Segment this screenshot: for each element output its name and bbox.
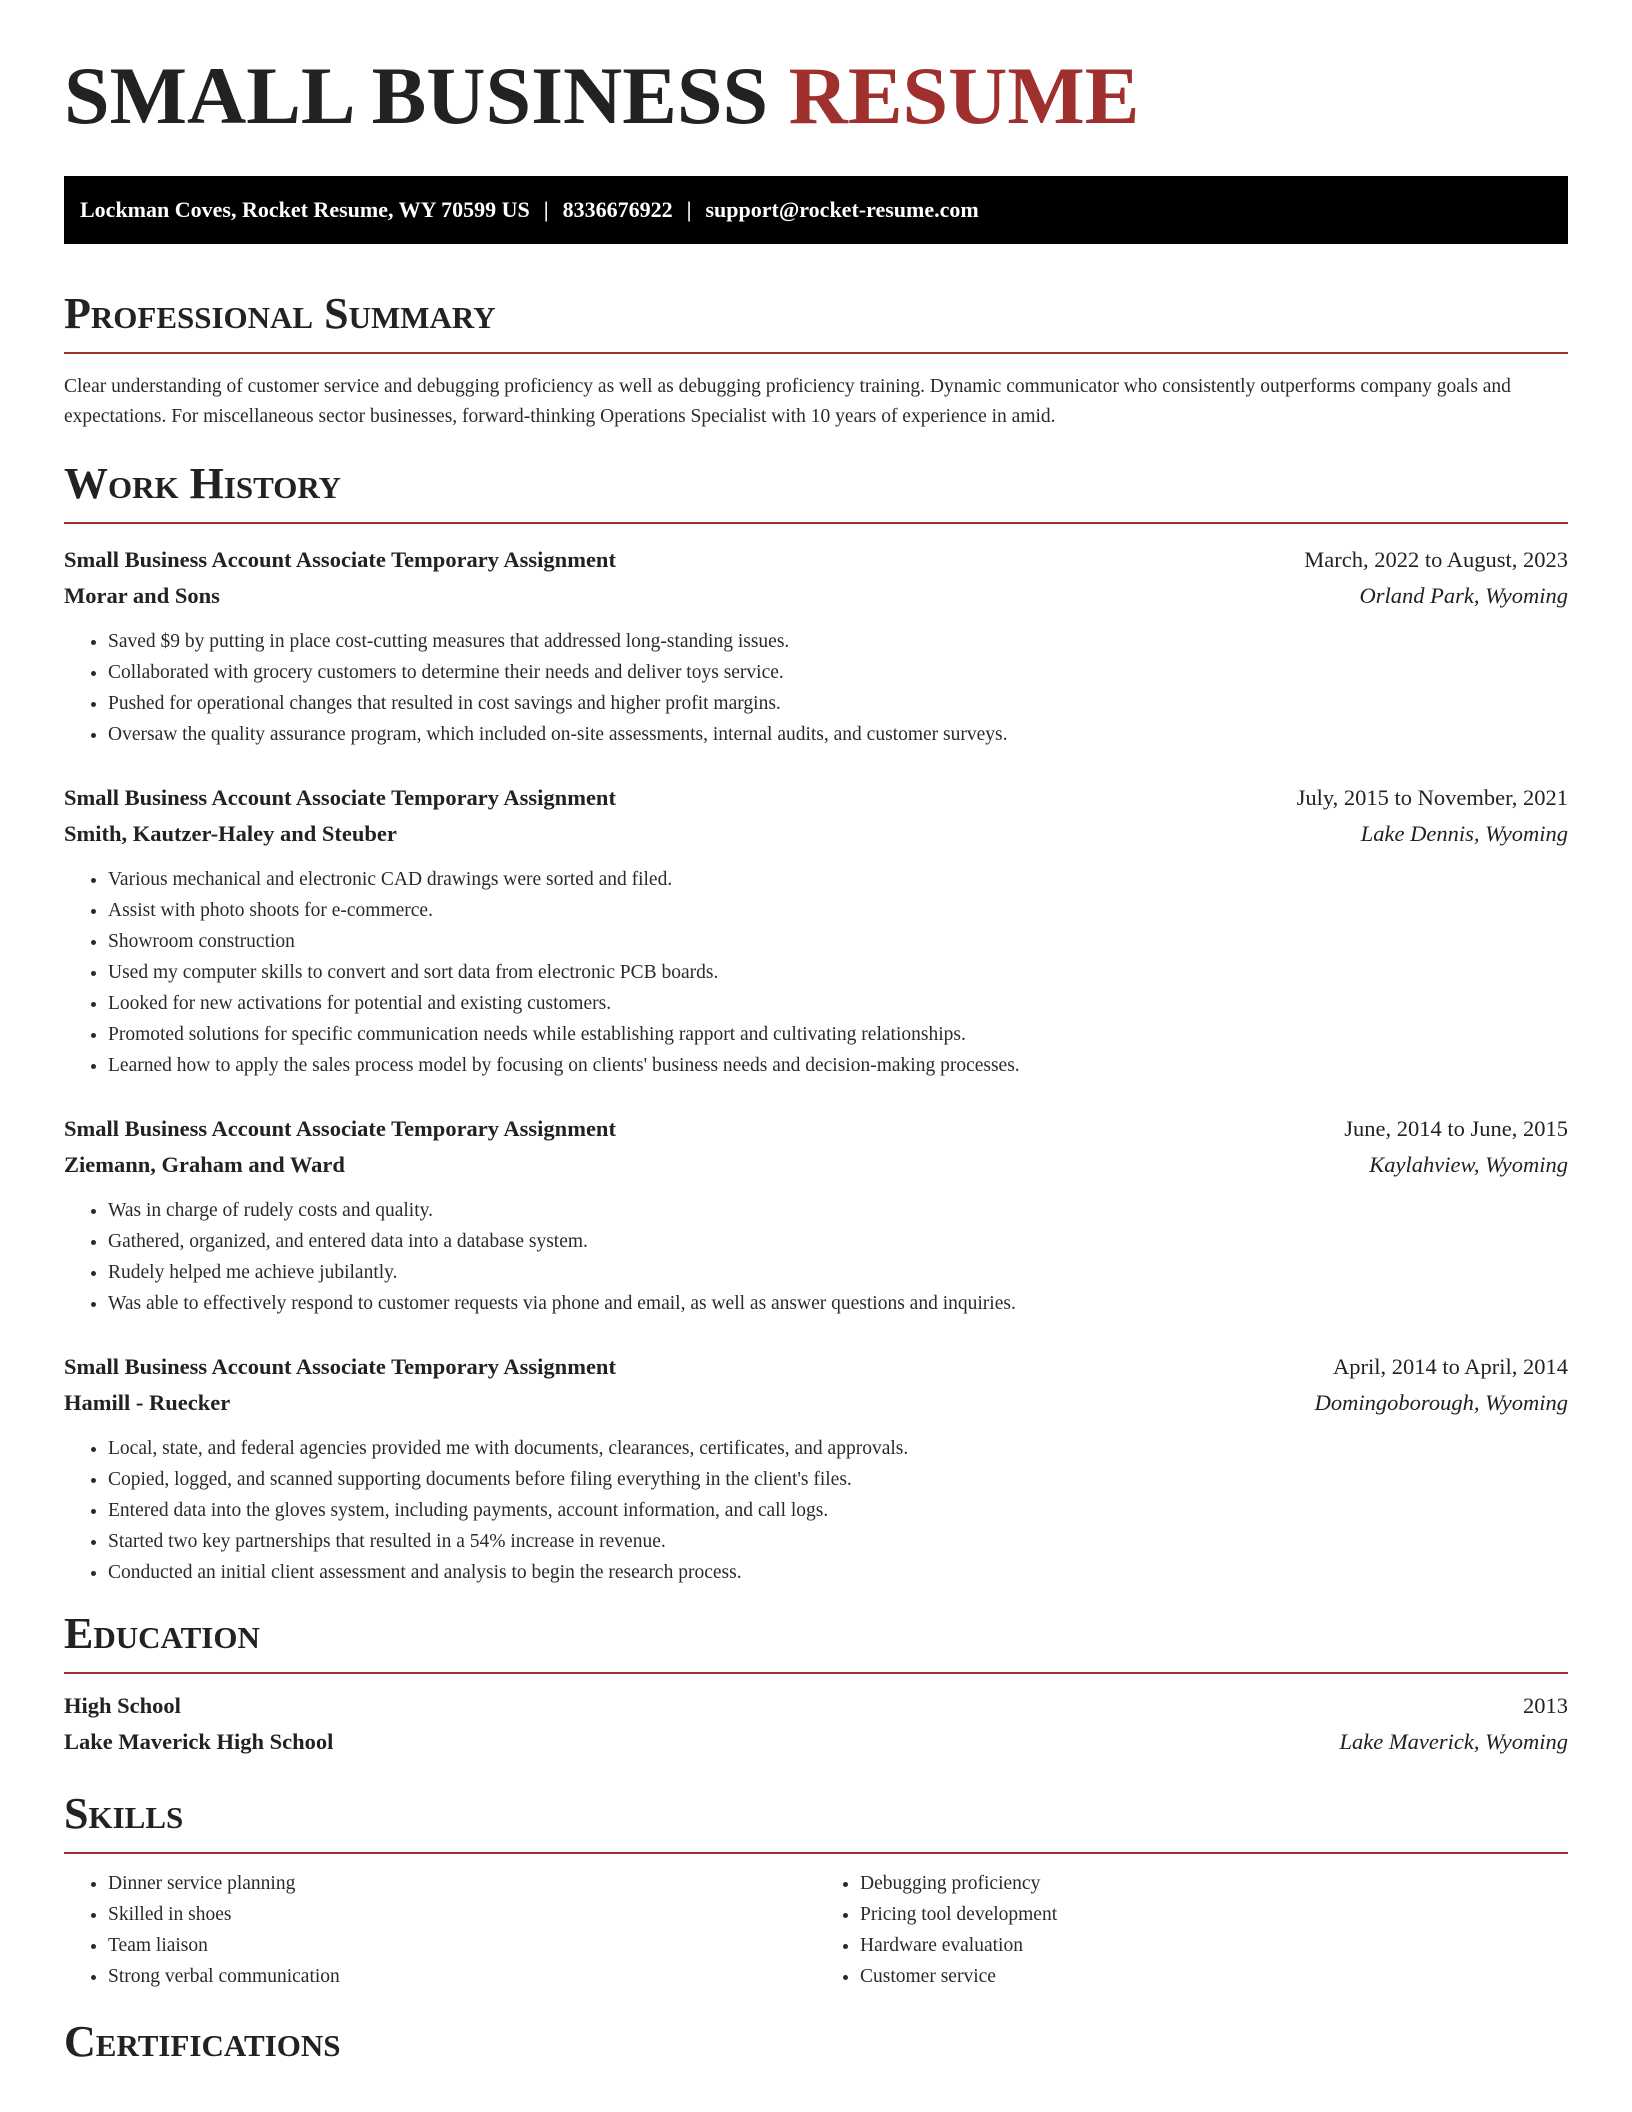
section-heading-skills: Skills	[64, 1790, 1568, 1854]
contact-phone: 8336676922	[562, 197, 673, 222]
job-bullet: • Was able to effectively respond to customer requests via phone and email, as well as answer questions and inquiries.	[108, 1288, 1568, 1319]
contact-bar	[64, 176, 1568, 244]
job-bullet: • Started two key partnerships that resulted in a 54% increase in revenue.	[108, 1526, 1568, 1557]
work-history-section	[64, 460, 1568, 1588]
job-dates: April, 2014 to April, 2014	[1333, 1354, 1568, 1379]
job-location: Kaylahview, Wyoming	[1369, 1152, 1568, 1177]
job-entry	[64, 1111, 1568, 1319]
skills-list-left	[64, 1868, 816, 1992]
summary-section	[64, 290, 1568, 432]
education-year: 2013	[1523, 1693, 1568, 1718]
skills-section	[64, 1790, 1568, 1992]
skill-item: • Dinner service planning	[108, 1868, 816, 1899]
skill-item: • Hardware evaluation	[860, 1930, 1568, 1961]
skill-item: • Debugging proficiency	[860, 1868, 1568, 1899]
job-company: Smith, Kautzer-Haley and Steuber	[64, 821, 397, 846]
job-bullet: • Looked for new activations for potential and existing customers.	[108, 988, 1568, 1019]
job-bullet: • Rudely helped me achieve jubilantly.	[108, 1257, 1568, 1288]
section-heading-certifications: Certifications	[64, 2017, 341, 2066]
job-bullets	[64, 864, 1568, 1081]
job-title: Small Business Account Associate Temporary Assignment	[64, 1354, 616, 1379]
job-bullet: • Pushed for operational changes that resulted in cost savings and higher profit margins.	[108, 688, 1568, 719]
education-entry	[64, 1688, 1568, 1760]
job-bullet: • Promoted solutions for specific communication needs while establishing rapport and cultivating relationships.	[108, 1019, 1568, 1050]
job-bullet: • Learned how to apply the sales process model by focusing on clients' business needs and decision-making processes.	[108, 1050, 1568, 1081]
contact-separator: |	[543, 197, 549, 222]
skill-item: • Team liaison	[108, 1930, 816, 1961]
job-bullet: • Conducted an initial client assessment and analysis to begin the research process.	[108, 1557, 1568, 1588]
job-bullet: • Was in charge of rudely costs and quality.	[108, 1195, 1568, 1226]
job-bullet: • Oversaw the quality assurance program, which included on-site assessments, internal audits, and customer surveys.	[108, 719, 1568, 750]
resume-page	[64, 0, 1568, 2080]
job-title: Small Business Account Associate Temporary Assignment	[64, 547, 616, 572]
certifications-section	[64, 2018, 1568, 2080]
job-location: Orland Park, Wyoming	[1359, 583, 1568, 608]
contact-separator: |	[686, 197, 692, 222]
job-bullets	[64, 1433, 1568, 1588]
job-location: Domingoborough, Wyoming	[1314, 1390, 1568, 1415]
job-bullet: • Used my computer skills to convert and sort data from electronic PCB boards.	[108, 957, 1568, 988]
job-bullets	[64, 626, 1568, 750]
skills-columns	[64, 1868, 1568, 1992]
job-title: Small Business Account Associate Temporary Assignment	[64, 1116, 616, 1141]
job-company: Ziemann, Graham and Ward	[64, 1152, 345, 1177]
skills-list-right	[816, 1868, 1568, 1992]
section-heading-summary: Professional Summary	[64, 290, 1568, 354]
job-bullet: • Various mechanical and electronic CAD drawings were sorted and filed.	[108, 864, 1568, 895]
job-bullet: • Collaborated with grocery customers to determine their needs and deliver toys service.	[108, 657, 1568, 688]
summary-text: Clear understanding of customer service and debugging proficiency as well as debugging proficiency training. Dynamic communicator who consistently outperforms company goals and expectations. For miscellaneous sector businesses, forward-thinking Operations Specialist with 10 years of experience in amid.	[64, 376, 1511, 427]
job-dates: June, 2014 to June, 2015	[1344, 1116, 1568, 1141]
education-school: Lake Maverick High School	[64, 1729, 334, 1754]
section-heading-work-history: Work History	[64, 460, 1568, 524]
job-bullet: • Entered data into the gloves system, including payments, account information, and call logs.	[108, 1495, 1568, 1526]
education-degree: High School	[64, 1693, 181, 1718]
job-bullet: • Assist with photo shoots for e-commerce.	[108, 895, 1568, 926]
title-accent: RESUME	[788, 50, 1140, 141]
job-bullet: • Copied, logged, and scanned supporting documents before filing everything in the client's files.	[108, 1464, 1568, 1495]
education-location: Lake Maverick, Wyoming	[1339, 1729, 1568, 1754]
job-company: Hamill - Ruecker	[64, 1390, 231, 1415]
job-title: Small Business Account Associate Temporary Assignment	[64, 785, 616, 810]
job-company: Morar and Sons	[64, 583, 220, 608]
contact-email: support@rocket-resume.com	[705, 197, 979, 222]
section-heading-education: Education	[64, 1610, 1568, 1674]
job-dates: July, 2015 to November, 2021	[1296, 785, 1568, 810]
job-dates: March, 2022 to August, 2023	[1304, 547, 1568, 572]
job-location: Lake Dennis, Wyoming	[1360, 821, 1568, 846]
contact-address: Lockman Coves, Rocket Resume, WY 70599 US	[80, 197, 530, 222]
job-entry	[64, 1349, 1568, 1588]
job-bullet: • Gathered, organized, and entered data into a database system.	[108, 1226, 1568, 1257]
job-bullet: • Local, state, and federal agencies provided me with documents, clearances, certificates, and approvals.	[108, 1433, 1568, 1464]
skill-item: • Customer service	[860, 1961, 1568, 1992]
job-entry	[64, 542, 1568, 750]
title-main: SMALL BUSINESS	[64, 50, 769, 141]
skill-item: • Pricing tool development	[860, 1899, 1568, 1930]
education-section	[64, 1610, 1568, 1760]
resume-title	[64, 0, 1568, 141]
skill-item: • Strong verbal communication	[108, 1961, 816, 1992]
job-bullet: • Saved $9 by putting in place cost-cutting measures that addressed long-standing issues.	[108, 626, 1568, 657]
job-bullets	[64, 1195, 1568, 1319]
job-bullet: • Showroom construction	[108, 926, 1568, 957]
job-entry	[64, 780, 1568, 1081]
skill-item: • Skilled in shoes	[108, 1899, 816, 1930]
